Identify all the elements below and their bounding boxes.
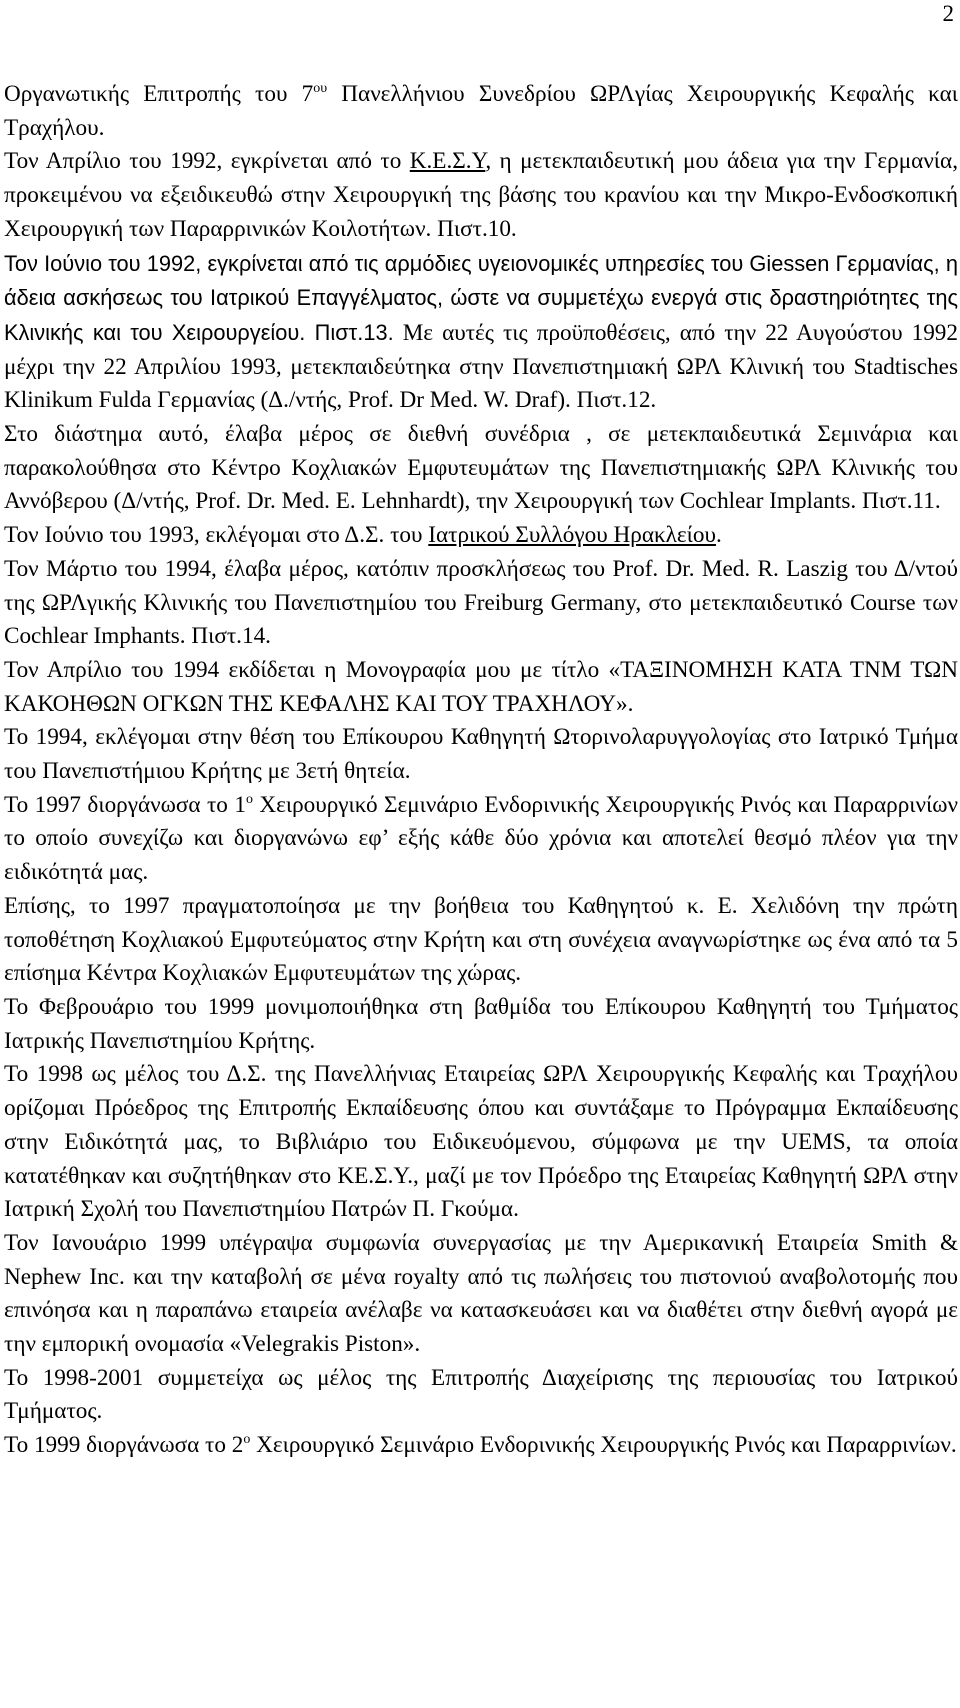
superscript: ου (313, 80, 328, 96)
underlined-text: Κ.Ε.Σ.Υ (409, 148, 486, 175)
text-run: Το 1997 διοργάνωσα το 1 (4, 791, 246, 818)
text-run: Οργανωτικής Επιτροπής του 7 (4, 81, 314, 107)
paragraph-organizing-committee (4, 78, 958, 145)
paragraph-monograph: Τον Απρίλιο του 1994 εκδίδεται η Μονογραφία μου με τίτλο «ΤΑΞΙΝΟΜΗΣΗ ΚΑΤΑ ΤΝΜ ΤΩΝ ΚΑΚΟΗΘΩΝ ΟΓΚΩΝ ΤΗΣ ΚΕΦΑΛΗΣ ΚΑΙ ΤΟΥ ΤΡΑΧΗΛΟΥ». (4, 656, 958, 717)
paragraph-property-committee: Το 1998-2001 συμμετείχα ως μέλος της Επιτροπής Διαχείρισης της περιουσίας του Ιατρικού Τμήματος. (4, 1364, 958, 1425)
text-run: Τον Απρίλιο του 1992, εγκρίνεται από το (4, 148, 410, 175)
paragraph-smith-nephew: Τον Ιανουάριο 1999 υπέγραψα συμφωνία συνεργασίας με την Αμερικανική Εταιρεία Smith & Nephew Inc. και την καταβολή σε μένα royalty από τις πωλήσεις του πιστονιού αναβολοτομής που επινόησα και η παραπάνω εταιρεία ανέλαβε να κατασκευάσει και να διαθέτει στην διεθνή αγορά με την εμπορική ονομασία «Velegrakis Piston». (4, 1229, 958, 1358)
text-run: Πανελλήνιου Συνεδρίου ΩΡΛγίας Χειρουργικής Κεφαλής και Τραχήλου. (4, 81, 958, 141)
document-body (4, 78, 958, 1463)
page-number: 2 (942, 1, 954, 26)
text-run: Χειρουργικό Σεμινάριο Ενδορινικής Χειρουργικής Ρινός και Παραρρινίων το οποίο συνεχίζω και διοργανώνω εφ’ εξής κάθε δύο χρόνια και αποτελεί θεσμό πλέον για την ειδικότητά μας. (4, 791, 958, 886)
paragraph-freiburg-course: Τον Μάρτιο του 1994, έλαβα μέρος, κατόπιν προσκλήσεως του Prof. Dr. Med. R. Laszig του Δ/ντού της ΩΡΛγικής Κλινικής του Πανεπιστημίου του Freiburg Germany, στο μετεκπαιδευτικό Course των Cochlear Imphants. Πιστ.14. (4, 555, 958, 650)
paragraph-seminar-1999 (4, 1429, 958, 1463)
paragraph-tenure: Το Φεβρουάριο του 1999 μονιμοποιήθηκα στη βαθμίδα του Επίκουρου Καθηγητή του Τμήματος Ιατρικής Πανεπιστημίου Κρήτης. (4, 993, 958, 1054)
paragraph-medical-association (4, 519, 958, 553)
paragraph-education-committee: Το 1998 ως μέλος του Δ.Σ. της Πανελλήνιας Εταιρείας ΩΡΛ Χειρουργικής Κεφαλής και Τραχήλου ορίζομαι Πρόεδρος της Επιτροπής Εκπαίδευσης όπου και συντάξαμε το Πρόγραμμα Εκπαίδευσης στην Ειδικότητά μας, το Βιβλιάριο του Ειδικευόμενου, σύμφωνα με την UEMS, τα οποία κατατέθηκαν και συζητήθηκαν στο ΚΕ.Σ.Υ., μαζί με τον Πρόεδρο της Εταιρείας Καθηγητή ΩΡΛ στην Ιατρική Σχολή του Πανεπιστημίου Πατρών Π. Γκούμα. (4, 1061, 958, 1223)
text-run: Τον Ιούνιο του 1992, εγκρίνεται από τις αρμόδιες υγειονομικές υπηρεσίες του Giessen Γερμανίας, η άδεια ασκήσεως του Ιατρικού Επαγγέλματος, ώστε να συμμετέχω ενεργά στις δραστηριότητες της Κλινικής και του Χειρουργείου. Πιστ.13. (4, 250, 958, 345)
text-run: Το 1999 διοργάνωσα το 2 (4, 1432, 244, 1459)
text-run: Τον Ιούνιο του 1993, εκλέγομαι στο Δ.Σ. του (4, 522, 429, 549)
paragraph-leave-germany (4, 145, 958, 246)
paragraph-assistant-professor: Το 1994, εκλέγομαι στην θέση του Επίκουρου Καθηγητή Ωτορινολαρυγγολογίας στο Ιατρικό Τμήμα του Πανεπιστήμιου Κρήτης με 3ετή θητεία. (4, 724, 958, 785)
paragraph-conferences: Στο διάστημα αυτό, έλαβα μέρος σε διεθνή συνέδρια , σε μετεκπαιδευτικά Σεμινάρια και παρακολούθησα στο Κέντρο Κοχλιακών Εμφυτευμάτων της Πανεπιστημιακής ΩΡΛ Κλινικής του Αννόβερου (Δ/ντής, Prof. Dr. Med. E. Lehnhardt), την Χειρουργική των Cochlear Implants. Πιστ.11. (4, 421, 958, 515)
paragraph-giessen-license (4, 247, 958, 419)
text-run: , η μετεκπαιδευτική μου άδεια για την Γερμανία, προκειμένου να εξειδικευθώ στην Χειρουργική της βάσης του κρανίου και την Μικρο-Ενδοσκοπική Χειρουργική των Παραρρινικών Κοιλοτήτων. Πιστ.10. (4, 148, 958, 242)
paragraph-cochlear-implant: Επίσης, το 1997 πραγματοποίησα με την βοήθεια του Καθηγητού κ. Ε. Χελιδόνη την πρώτη τοποθέτηση Κοχλιακού Εμφυτεύματος στην Κρήτη και στη συνέχεια αναγνωρίστηκε ως ένα από τα 5 επίσημα Κέντρα Κοχλιακών Εμφυτευμάτων της χώρας. (4, 892, 958, 987)
text-run: Χειρουργικό Σεμινάριο Ενδορινικής Χειρουργικής Ρινός και Παραρρινίων. (250, 1432, 957, 1459)
underlined-text: Ιατρικού Συλλόγου Ηρακλείου (428, 522, 716, 549)
text-run: Με αυτές τις προϋποθέσεις, από την 22 Αυγούστου 1992 μέχρι την 22 Απριλίου 1993, μετεκπαιδεύτηκα στην Πανεπιστημιακή ΩΡΛ Κλινική του Stadtisches Klinikum Fulda Γερμανίας (Δ./ντής, Prof. Dr Med. W. Draf). Πιστ.12. (4, 319, 958, 414)
text-run: . (715, 522, 722, 549)
paragraph-seminar-1997 (4, 789, 958, 890)
superscript: ο (245, 791, 253, 807)
superscript: ο (243, 1432, 251, 1448)
